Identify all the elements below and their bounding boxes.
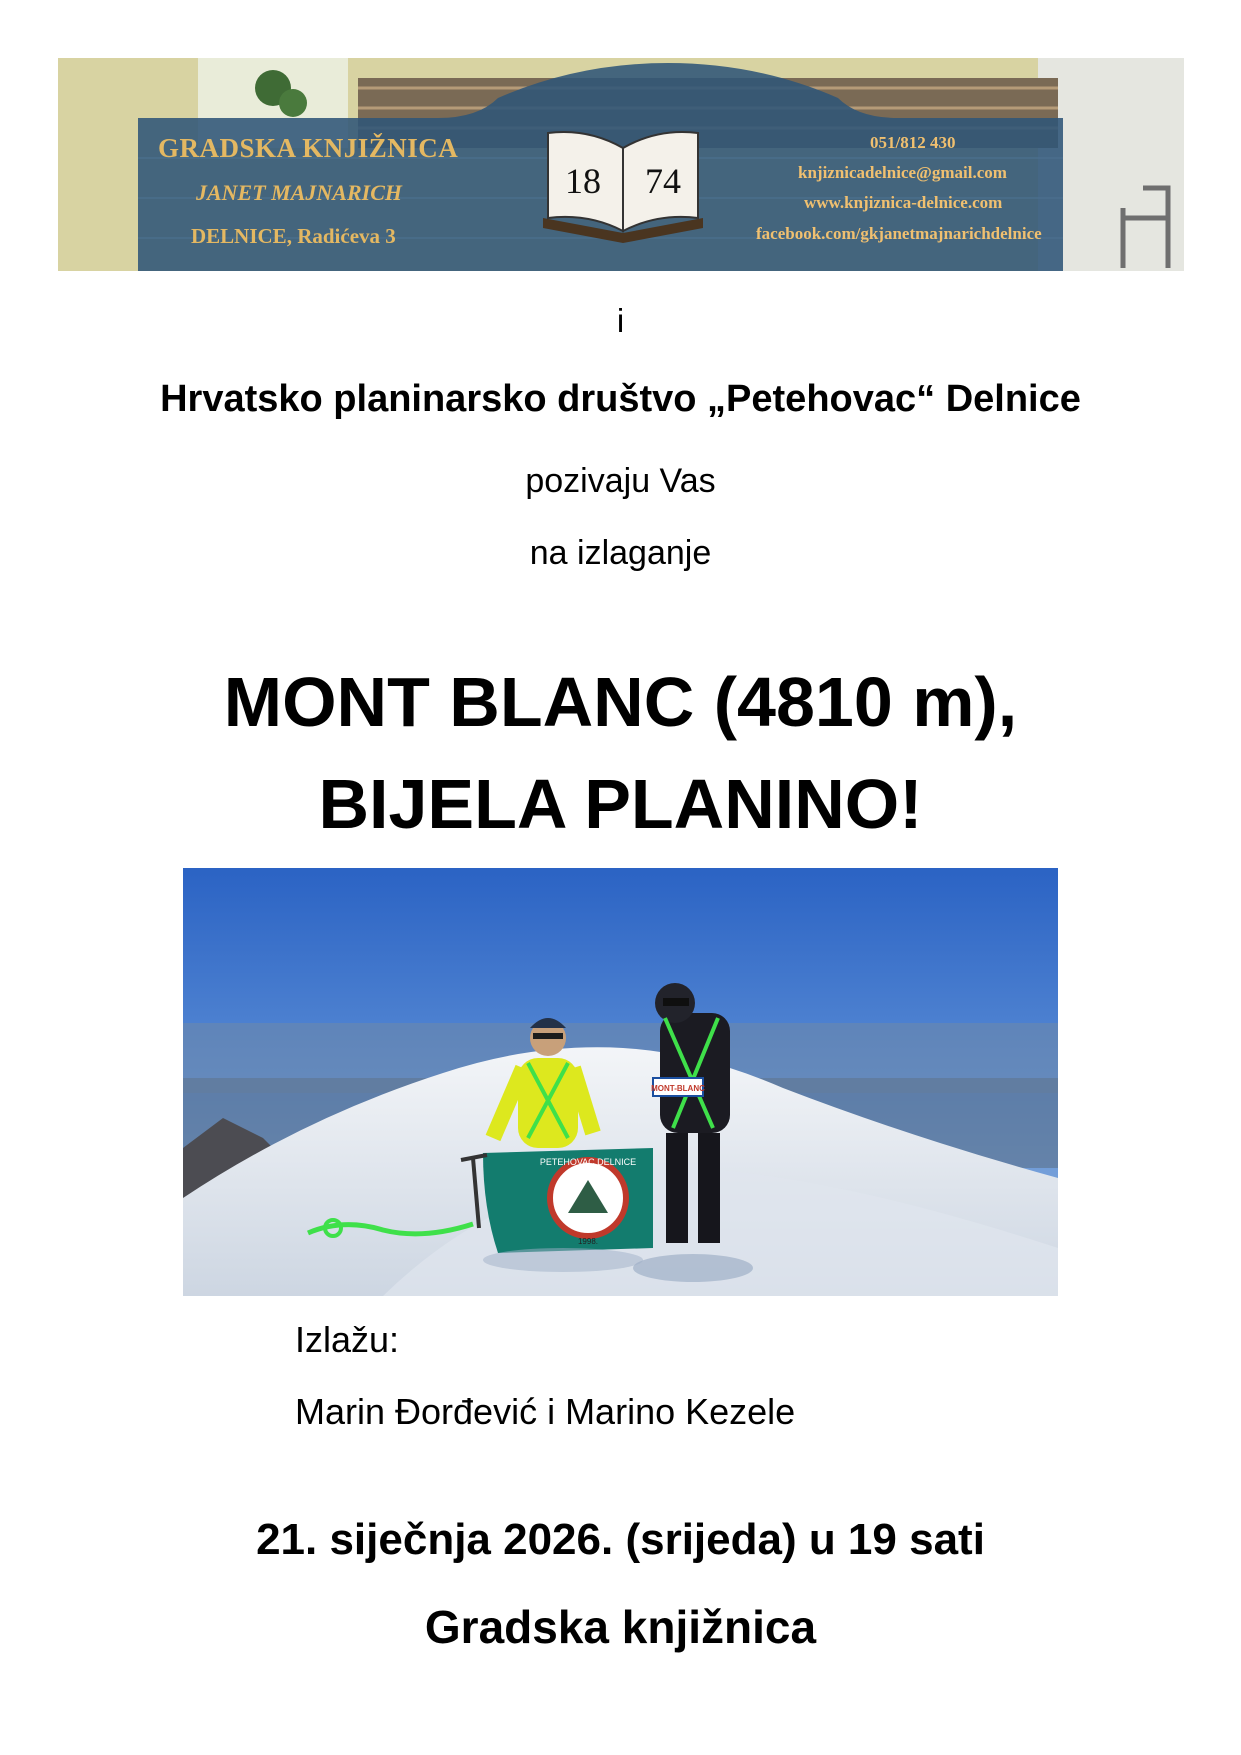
library-email: knjiznicadelnice@gmail.com <box>798 163 1007 182</box>
invite-line: pozivaju Vas <box>525 462 716 500</box>
library-banner <box>58 58 1184 271</box>
library-name: GRADSKA KNJIŽNICA <box>158 133 459 163</box>
library-namesake: JANET MAJNARICH <box>196 180 402 205</box>
event-title-line1: MONT BLANC (4810 m), <box>223 663 1018 741</box>
library-phone: 051/812 430 <box>870 133 956 152</box>
book-year-left: 18 <box>565 161 601 201</box>
library-website: www.knjiznica-delnice.com <box>804 193 1003 212</box>
book-year-right: 74 <box>645 161 681 201</box>
conjunction-text: i <box>616 302 625 339</box>
organization-name: Hrvatsko planinarsko društvo „Petehovac“ Delnice <box>160 378 1081 420</box>
library-facebook: facebook.com/gkjanetmajnarichdelnice <box>756 224 1042 243</box>
event-venue: Gradska knjižnica <box>424 1601 817 1653</box>
summit-photo <box>183 868 1058 1296</box>
event-datetime: 21. siječnja 2026. (srijeda) u 19 sati <box>256 1515 985 1564</box>
presenters-names: Marin Đorđević i Marino Kezele <box>295 1391 796 1432</box>
event-title-line2: BIJELA PLANINO! <box>318 765 923 843</box>
flag-year: 1998. <box>577 1237 599 1246</box>
event-type: na izlaganje <box>529 534 712 572</box>
flag-text: PETEHOVAC DELNICE <box>539 1157 637 1167</box>
presenters-label: Izlažu: <box>295 1319 400 1360</box>
summit-sign-text: MONT-BLANC <box>651 1084 705 1093</box>
library-address: DELNICE, Radićeva 3 <box>191 224 396 248</box>
open-book-logo <box>528 123 718 243</box>
